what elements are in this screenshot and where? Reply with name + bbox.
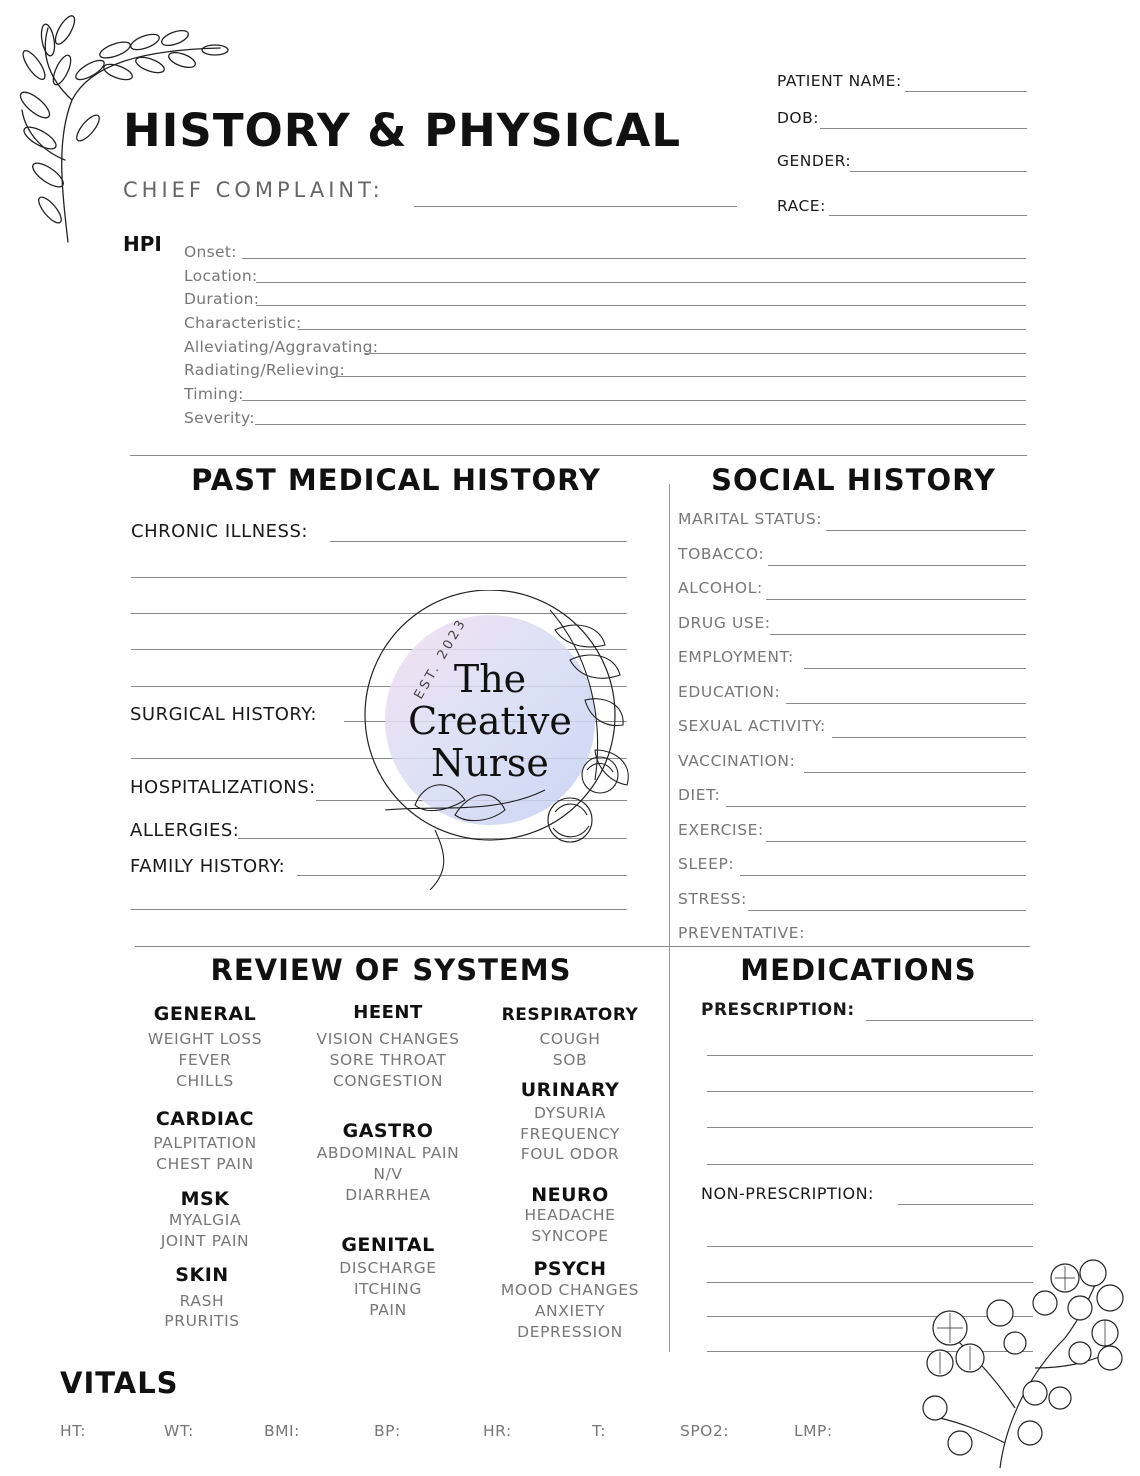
eucalyptus-branch-bottom-right-icon	[915, 1258, 1125, 1470]
ros-urinary-item: DYSURIA	[534, 1104, 606, 1122]
ros-general-item: FEVER	[178, 1051, 232, 1069]
ros-skin-item: PRURITIS	[164, 1312, 240, 1330]
chief-complaint-label: CHIEF COMPLAINT:	[123, 178, 384, 202]
surgical-history-label: SURGICAL HISTORY:	[130, 704, 317, 725]
ros-skin-heading: SKIN	[175, 1264, 229, 1286]
vital-weight-label: WT:	[164, 1422, 194, 1440]
hpi-radiating-field[interactable]	[334, 376, 1026, 377]
hpi-alleviating-field[interactable]	[364, 353, 1026, 354]
prescription-line-2[interactable]	[707, 1055, 1033, 1056]
social-field-input[interactable]	[804, 668, 1026, 669]
hpi-onset-label: Onset:	[184, 243, 237, 261]
ros-msk-item: MYALGIA	[168, 1211, 242, 1229]
social-field-input[interactable]	[786, 703, 1026, 704]
logo-est-text: EST. 2023	[411, 615, 471, 702]
hpi-radiating-label: Radiating/Relieving:	[184, 361, 345, 379]
social-field-input[interactable]	[826, 530, 1026, 531]
social-field-label: DIET:	[678, 786, 721, 804]
ros-heent-heading: HEENT	[353, 1002, 423, 1023]
dob-field[interactable]	[820, 128, 1027, 129]
hospitalizations-label: HOSPITALIZATIONS:	[130, 777, 316, 798]
vital-bmi-label: BMI:	[264, 1422, 300, 1440]
hpi-characteristic-field[interactable]	[298, 329, 1026, 330]
social-field-label: DRUG USE:	[678, 613, 771, 632]
ros-urinary-heading: URINARY	[520, 1079, 620, 1101]
ros-genital-item: PAIN	[369, 1301, 407, 1319]
vital-spo2-label: SPO2:	[680, 1422, 729, 1440]
social-field-input[interactable]	[770, 634, 1026, 635]
social-field-label: SEXUAL ACTIVITY:	[678, 717, 826, 735]
column-divider-lower	[669, 947, 670, 1352]
gender-field[interactable]	[850, 171, 1027, 172]
prescription-line-5[interactable]	[707, 1164, 1033, 1165]
social-field-label: ALCOHOL:	[678, 579, 763, 597]
race-label: RACE:	[777, 197, 826, 215]
hpi-severity-field[interactable]	[255, 424, 1026, 425]
ros-gastro-item: DIARRHEA	[345, 1186, 431, 1204]
vital-hr-label: HR:	[483, 1422, 512, 1440]
social-field-input[interactable]	[766, 599, 1026, 600]
ros-cardiac-heading: CARDIAC	[155, 1108, 255, 1130]
social-field-label: EXERCISE:	[678, 820, 764, 839]
ros-respiratory-item: COUGH	[539, 1030, 601, 1048]
page-title: HISTORY & PHYSICAL	[123, 104, 682, 157]
prescription-label: PRESCRIPTION:	[701, 1000, 855, 1020]
social-field-input[interactable]	[768, 565, 1026, 566]
social-field-label: EDUCATION:	[678, 682, 781, 701]
middle-divider	[135, 946, 1030, 947]
hpi-onset-field[interactable]	[242, 258, 1026, 259]
creative-nurse-logo	[355, 590, 655, 890]
social-field-input[interactable]	[748, 910, 1026, 911]
ros-neuro-item: HEADACHE	[524, 1206, 616, 1224]
non-prescription-line-2[interactable]	[707, 1246, 1033, 1247]
ros-gastro-item: ABDOMINAL PAIN	[316, 1144, 460, 1162]
hpi-divider	[130, 455, 1027, 456]
ros-respiratory-item: SOB	[552, 1051, 588, 1069]
ros-heent-item: VISION CHANGES	[316, 1030, 460, 1048]
ros-cardiac-item: CHEST PAIN	[156, 1155, 254, 1173]
ros-gastro-heading: GASTRO	[342, 1120, 434, 1142]
patient-name-field[interactable]	[905, 91, 1027, 92]
social-field-label: PREVENTATIVE:	[678, 924, 806, 942]
hpi-duration-field[interactable]	[256, 305, 1026, 306]
logo-line-2: Creative	[408, 699, 572, 743]
ros-gastro-item: N/V	[373, 1165, 403, 1183]
ros-cardiac-item: PALPITATION	[153, 1134, 257, 1152]
prescription-line-3[interactable]	[707, 1091, 1033, 1092]
logo-line-3: Nurse	[431, 741, 549, 785]
ros-neuro-heading: NEURO	[531, 1184, 609, 1206]
ros-psych-heading: PSYCH	[533, 1258, 607, 1280]
ros-msk-item: JOINT PAIN	[160, 1232, 250, 1250]
chief-complaint-field[interactable]	[414, 206, 737, 207]
review-of-systems-heading: REVIEW OF SYSTEMS	[210, 953, 572, 987]
ros-neuro-item: SYNCOPE	[531, 1227, 609, 1245]
hpi-timing-label: Timing:	[184, 385, 244, 403]
social-history-heading: SOCIAL HISTORY	[711, 463, 996, 497]
ros-psych-item: ANXIETY	[534, 1302, 606, 1320]
past-medical-heading: PAST MEDICAL HISTORY	[191, 463, 601, 497]
ros-genital-item: ITCHING	[354, 1280, 422, 1298]
hpi-location-label: Location:	[184, 267, 258, 285]
ros-respiratory-heading: RESPIRATORY	[501, 1005, 639, 1025]
hpi-duration-label: Duration:	[184, 290, 260, 308]
vital-temp-label: T:	[592, 1422, 606, 1440]
ros-genital-item: DISCHARGE	[339, 1259, 437, 1277]
column-divider-upper	[669, 484, 670, 947]
social-field-label: SLEEP:	[678, 855, 735, 873]
hpi-severity-label: Severity:	[184, 409, 255, 427]
family-history-label: FAMILY HISTORY:	[130, 856, 286, 877]
social-field-input[interactable]	[740, 875, 1026, 876]
medications-heading: MEDICATIONS	[740, 953, 977, 987]
race-field[interactable]	[829, 215, 1027, 216]
ros-heent-item: CONGESTION	[332, 1072, 444, 1090]
social-field-label: EMPLOYMENT:	[678, 648, 794, 666]
ros-general-item: CHILLS	[176, 1072, 234, 1090]
hpi-heading: HPI	[123, 232, 162, 256]
allergies-label: ALLERGIES:	[130, 820, 240, 841]
prescription-line-4[interactable]	[707, 1127, 1033, 1128]
chronic-illness-label: CHRONIC ILLNESS:	[131, 521, 308, 542]
social-field-input[interactable]	[804, 772, 1026, 773]
social-field-label: MARITAL STATUS:	[678, 510, 823, 528]
prescription-field[interactable]	[866, 1020, 1033, 1021]
ros-general-heading: GENERAL	[153, 1003, 257, 1025]
vital-height-label: HT:	[60, 1422, 87, 1440]
social-field-input[interactable]	[832, 737, 1026, 738]
ros-skin-item: RASH	[179, 1292, 225, 1310]
ros-psych-item: MOOD CHANGES	[500, 1281, 640, 1299]
ros-msk-heading: MSK	[180, 1188, 230, 1210]
chronic-illness-line-2[interactable]	[131, 577, 627, 578]
ros-urinary-item: FREQUENCY	[520, 1125, 620, 1143]
social-field-input[interactable]	[766, 841, 1026, 842]
vitals-heading: VITALS	[60, 1366, 179, 1400]
hpi-characteristic-label: Characteristic:	[184, 314, 302, 332]
ros-urinary-item: FOUL ODOR	[520, 1145, 620, 1163]
social-field-label: VACCINATION:	[678, 751, 796, 770]
hpi-timing-field[interactable]	[242, 400, 1026, 401]
dob-label: DOB:	[777, 109, 819, 127]
patient-name-label: PATIENT NAME:	[777, 72, 902, 90]
vital-lmp-label: LMP:	[794, 1422, 833, 1440]
non-prescription-field[interactable]	[898, 1204, 1033, 1205]
social-field-label: STRESS:	[678, 889, 747, 908]
ros-heent-item: SORE THROAT	[329, 1051, 447, 1069]
hpi-location-field[interactable]	[256, 282, 1026, 283]
non-prescription-label: NON-PRESCRIPTION:	[701, 1184, 874, 1203]
ros-psych-item: DEPRESSION	[517, 1323, 623, 1341]
family-history-line-2[interactable]	[131, 909, 627, 910]
hpi-alleviating-label: Alleviating/Aggravating:	[184, 338, 379, 356]
chronic-illness-field[interactable]	[330, 541, 627, 542]
ros-genital-heading: GENITAL	[341, 1234, 435, 1256]
logo-line-1: The	[453, 657, 527, 701]
ros-general-item: WEIGHT LOSS	[147, 1030, 263, 1048]
gender-label: GENDER:	[777, 152, 852, 170]
vital-bp-label: BP:	[374, 1422, 401, 1440]
social-field-input[interactable]	[726, 806, 1026, 807]
social-field-label: TOBACCO:	[678, 544, 765, 563]
